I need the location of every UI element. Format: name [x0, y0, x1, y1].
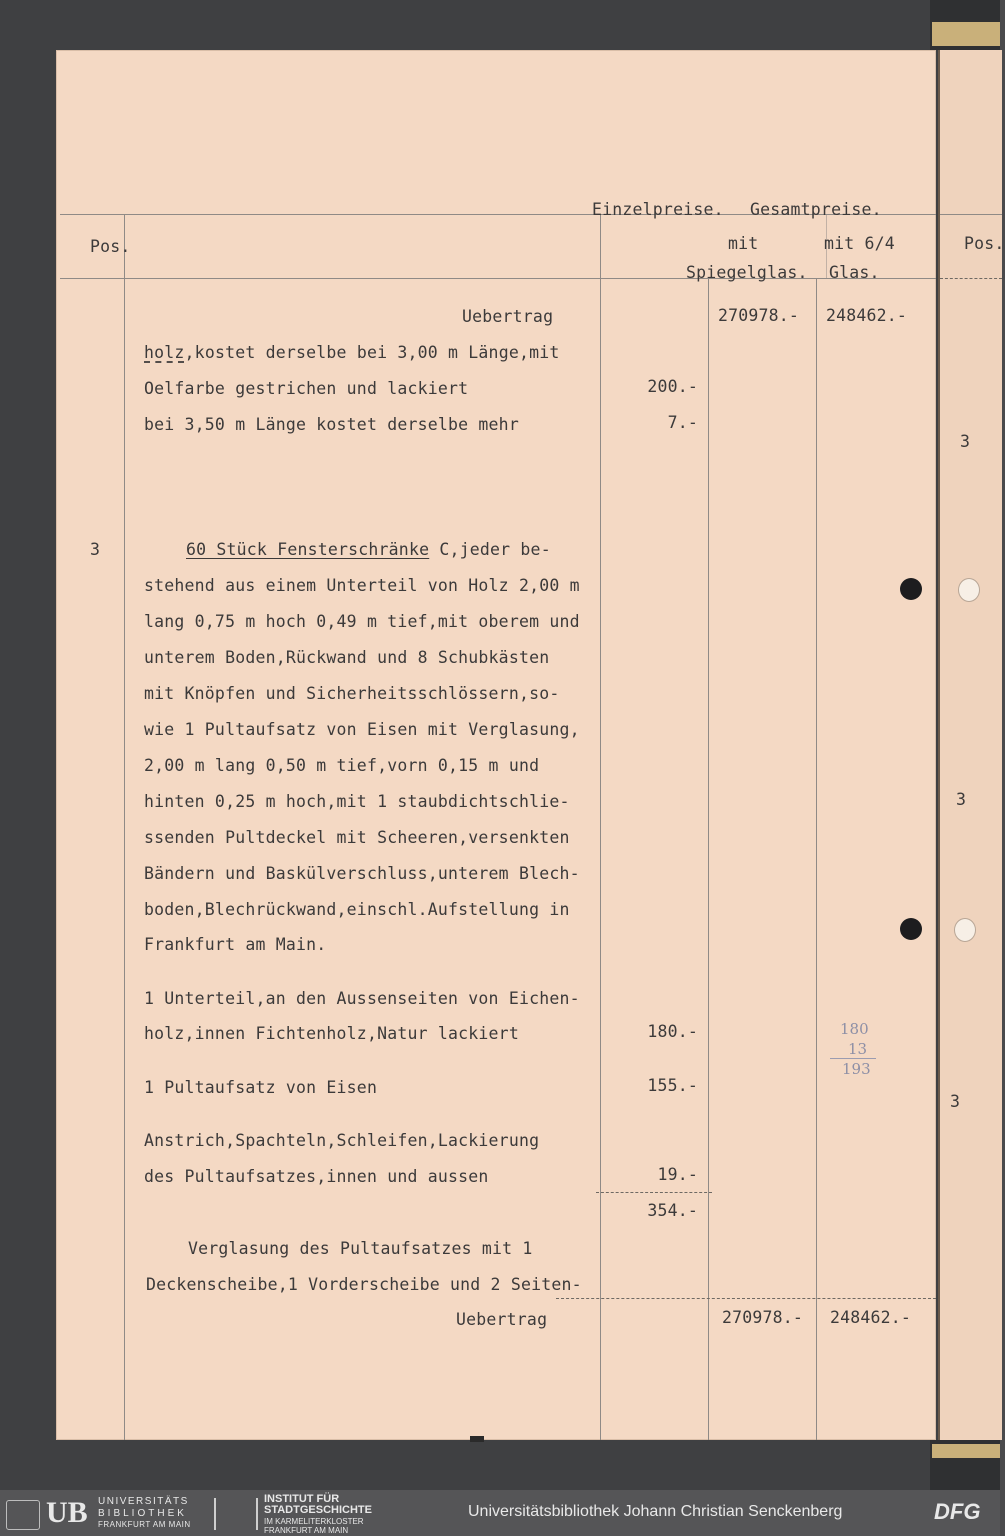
anstrich-line-2: des Pultaufsatzes,innen und aussen [144, 1167, 489, 1186]
sum-dashed-rule [596, 1192, 712, 1193]
desc-line-8: hinten 0,25 m hoch,mit 1 staubdichtschlie- [144, 792, 570, 811]
spiegelglas-column-rule [708, 278, 709, 1440]
pos-number-3: 3 [90, 540, 101, 559]
item-title-rest: C,jeder be- [429, 540, 551, 559]
handwritten-193: 193 [842, 1060, 871, 1078]
isg-building-icon [214, 1498, 258, 1530]
glas-column-rule [816, 278, 817, 1440]
uebertrag-bottom-spiegelglas: 270978.- [722, 1308, 804, 1327]
uebertrag-top-label: Uebertrag [462, 307, 554, 326]
adjacent-punch-hole-upper [958, 578, 980, 602]
gesamtpreise-header: Gesamtpreise. [750, 200, 882, 219]
price-anstrich: 19.- [657, 1165, 698, 1184]
adjacent-pos-3-c: 3 [950, 1092, 961, 1111]
isg-line-1: INSTITUT FÜR [264, 1493, 340, 1505]
adjacent-page-edge [938, 50, 1005, 1440]
handwritten-sum-rule [830, 1058, 876, 1059]
adjacent-punch-hole-lower [954, 918, 976, 942]
binder-tab-top [932, 22, 1000, 46]
isg-line-2: STADTGESCHICHTE [264, 1504, 372, 1516]
adjacent-pos-header: Pos. [964, 234, 1005, 253]
adjacent-dashed-rule [940, 278, 1002, 279]
desc-line-3: lang 0,75 m hoch 0,49 m tief,mit oberem und [144, 612, 580, 631]
verglasung-line-2: Deckenscheibe,1 Vorderscheibe und 2 Seiten- [146, 1275, 582, 1294]
mit-6-4-header: mit 6/4 [824, 234, 895, 253]
footer-library-name: Universitätsbibliothek Johann Christian Senckenberg [468, 1503, 843, 1520]
footer-bar [0, 1490, 1000, 1536]
verglasung-line-1: Verglasung des Pultaufsatzes mit 1 [188, 1239, 533, 1258]
price-oelfarbe: 200.- [647, 377, 698, 396]
desc-line-9: ssenden Pultdeckel mit Scheeren,versenkten [144, 828, 570, 847]
dfg-logo: DFG [934, 1499, 981, 1524]
document-page [56, 50, 936, 1440]
unterteil-line-2: holz,innen Fichtenholz,Natur lackiert [144, 1024, 519, 1043]
pos-column-rule [124, 214, 125, 1440]
pultaufsatz-line: 1 Pultaufsatz von Eisen [144, 1078, 378, 1097]
desc-line-2: stehend aus einem Unterteil von Holz 2,00 m [144, 576, 580, 595]
desc-line-12: Frankfurt am Main. [144, 935, 327, 954]
mit-header: mit [728, 234, 759, 253]
uebertrag-bottom-label: Uebertrag [456, 1310, 548, 1329]
adjacent-header-rule [940, 214, 1002, 215]
einzelpreise-header: Einzelpreise. [592, 200, 724, 219]
isg-line-3: IM KARMELITERKLOSTER [264, 1517, 364, 1526]
price-unterteil: 180.- [647, 1022, 698, 1041]
uebertrag-top-spiegelglas: 270978.- [718, 306, 800, 325]
punch-hole-upper [900, 578, 922, 600]
desc-line-6: wie 1 Pultaufsatz von Eisen mit Verglasung, [144, 720, 580, 739]
ub-logo: UB [46, 1496, 88, 1529]
scan-mark [470, 1436, 484, 1442]
uebertrag-bottom-glas: 248462.- [830, 1308, 912, 1327]
spiegelglas-header: Spiegelglas. [686, 263, 808, 282]
subtotal-price: 354.- [647, 1201, 698, 1220]
line-holz [144, 343, 560, 363]
desc-line-10: Bändern und Baskülverschluss,unterem Blech- [144, 864, 580, 883]
item-title-line [186, 540, 551, 560]
line-laenge-350: bei 3,50 m Länge kostet derselbe mehr [144, 415, 519, 434]
punch-hole-lower [900, 918, 922, 940]
ub-line-3: FRANKFURT AM MAIN [98, 1520, 191, 1529]
item-title: 60 Stück Fensterschränke [186, 540, 430, 559]
line-oelfarbe: Oelfarbe gestrichen und lackiert [144, 379, 469, 398]
pos-header: Pos. [90, 237, 131, 256]
adjacent-pos-3-b: 3 [956, 790, 967, 809]
price-pultaufsatz: 155.- [647, 1076, 698, 1095]
ub-seal-icon [6, 1500, 40, 1530]
ub-line-2: BIBLIOTHEK [98, 1508, 187, 1519]
handwritten-13: 13 [848, 1040, 868, 1058]
ub-line-1: UNIVERSITÄTS [98, 1496, 189, 1507]
desc-line-11: boden,Blechrückwand,einschl.Aufstellung in [144, 900, 570, 919]
glas-header: Glas. [829, 263, 880, 282]
uebertrag-dashed-rule [556, 1298, 936, 1299]
line-holz-rest: ,kostet derselbe bei 3,00 m Länge,mit [184, 343, 560, 362]
desc-line-4: unterem Boden,Rückwand und 8 Schubkästen [144, 648, 550, 667]
adjacent-pos-3-a: 3 [960, 432, 971, 451]
unterteil-line-1: 1 Unterteil,an den Aussenseiten von Eichen- [144, 989, 580, 1008]
price-laenge-350: 7.- [667, 413, 698, 432]
anstrich-line-1: Anstrich,Spachteln,Schleifen,Lackierung [144, 1131, 540, 1150]
handwritten-180: 180 [840, 1020, 869, 1038]
line-holz-underlined: holz [144, 343, 185, 362]
binder-tab-bottom [932, 1444, 1000, 1458]
isg-line-4: FRANKFURT AM MAIN [264, 1526, 349, 1535]
desc-line-7: 2,00 m lang 0,50 m tief,vorn 0,15 m und [144, 756, 540, 775]
desc-line-5: mit Knöpfen und Sicherheitsschlössern,so- [144, 684, 560, 703]
einzelpreise-column-rule [600, 214, 601, 1440]
uebertrag-top-glas: 248462.- [826, 306, 908, 325]
